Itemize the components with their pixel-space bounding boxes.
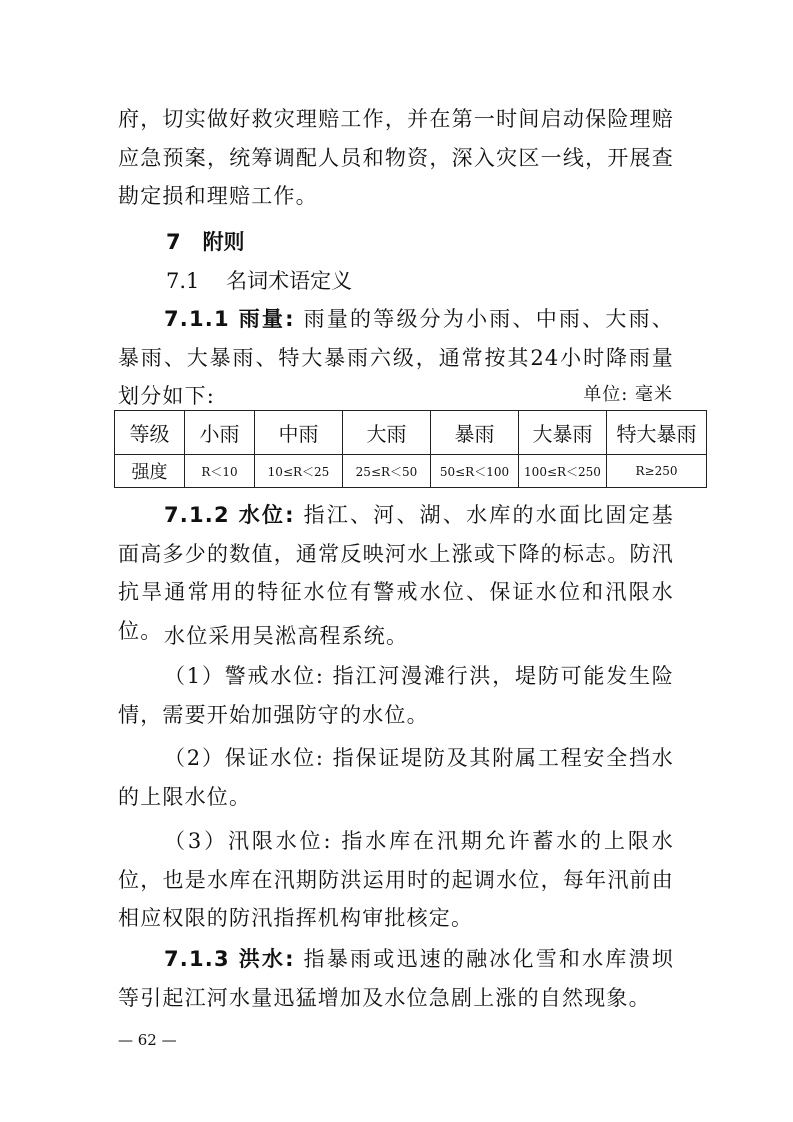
rainfall-table [114, 410, 707, 488]
intensity-cell: 50≤R＜100 [431, 455, 519, 488]
intensity-cell: R≥250 [607, 455, 707, 488]
flood-term: 洪水: [238, 947, 295, 971]
page-number: — 62 — [118, 1031, 177, 1049]
section-71-number: 7.1 [166, 269, 200, 293]
rainfall-text: 雨量的等级分为小雨、中雨、大雨、暴雨、大暴雨、特大暴雨六级，通常按其24小时降雨量划分如下: [118, 307, 674, 408]
grade-row [115, 411, 707, 455]
intensity-cell: R＜10 [185, 455, 255, 488]
water-level-number: 7.1.2 [164, 503, 230, 527]
intensity-row [115, 455, 707, 488]
intensity-cell: 25≤R＜50 [343, 455, 431, 488]
flood-number: 7.1.3 [164, 947, 230, 971]
flood-limit-level-item: （3）汛限水位: 指水库在汛期允许蓄水的上限水位，也是水库在汛期防洪运用时的起调水位，每年汛前由相应权限的防汛指挥机构审批核定。 [118, 829, 674, 930]
unit-label: 单位: 毫米 [583, 384, 673, 405]
section-7-heading [166, 223, 245, 261]
grade-cell: 大雨 [343, 411, 431, 455]
intensity-row-label: 强度 [115, 455, 185, 488]
section-71-heading [166, 262, 352, 300]
water-level-term: 水位: [238, 503, 295, 527]
grade-row-label: 等级 [115, 411, 185, 455]
rainfall-term: 雨量: [238, 307, 295, 331]
wusong-paragraph: 水位采用吴淞高程系统。 [164, 624, 409, 648]
intensity-cell: 100≤R＜250 [519, 455, 607, 488]
water-level-text: 指江、河、湖、水库的水面比固定基面高多少的数值，通常反映河水上涨或下降的标志。防汛抗旱通常用的特征水位有警戒水位、保证水位和汛限水位。 [118, 503, 674, 643]
grade-cell: 暴雨 [431, 411, 519, 455]
warning-level-item: （1）警戒水位: 指江河漫滩行洪，堤防可能发生险情，需要开始加强防守的水位。 [118, 664, 674, 727]
guarantee-level-item: （2）保证水位: 指保证堤防及其附属工程安全挡水的上限水位。 [118, 746, 674, 809]
rainfall-number: 7.1.1 [164, 307, 230, 331]
flood-text: 指暴雨或迅速的融冰化雪和水库溃坝等引起江河水量迅猛增加及水位急剧上涨的自然现象。 [118, 947, 674, 1010]
section-7-number: 7 [166, 230, 181, 254]
grade-cell: 中雨 [255, 411, 343, 455]
intro-paragraph: 府，切实做好救灾理赔工作，并在第一时间启动保险理赔应急预案，统筹调配人员和物资，深入灾区一线，开展查勘定损和理赔工作。 [118, 107, 674, 208]
section-71-title: 名词术语定义 [226, 269, 353, 293]
grade-cell: 小雨 [185, 411, 255, 455]
section-7-title: 附则 [202, 230, 245, 254]
flood-definition [118, 940, 674, 1017]
grade-cell: 大暴雨 [519, 411, 607, 455]
intensity-cell: 10≤R＜25 [255, 455, 343, 488]
grade-cell: 特大暴雨 [607, 411, 707, 455]
